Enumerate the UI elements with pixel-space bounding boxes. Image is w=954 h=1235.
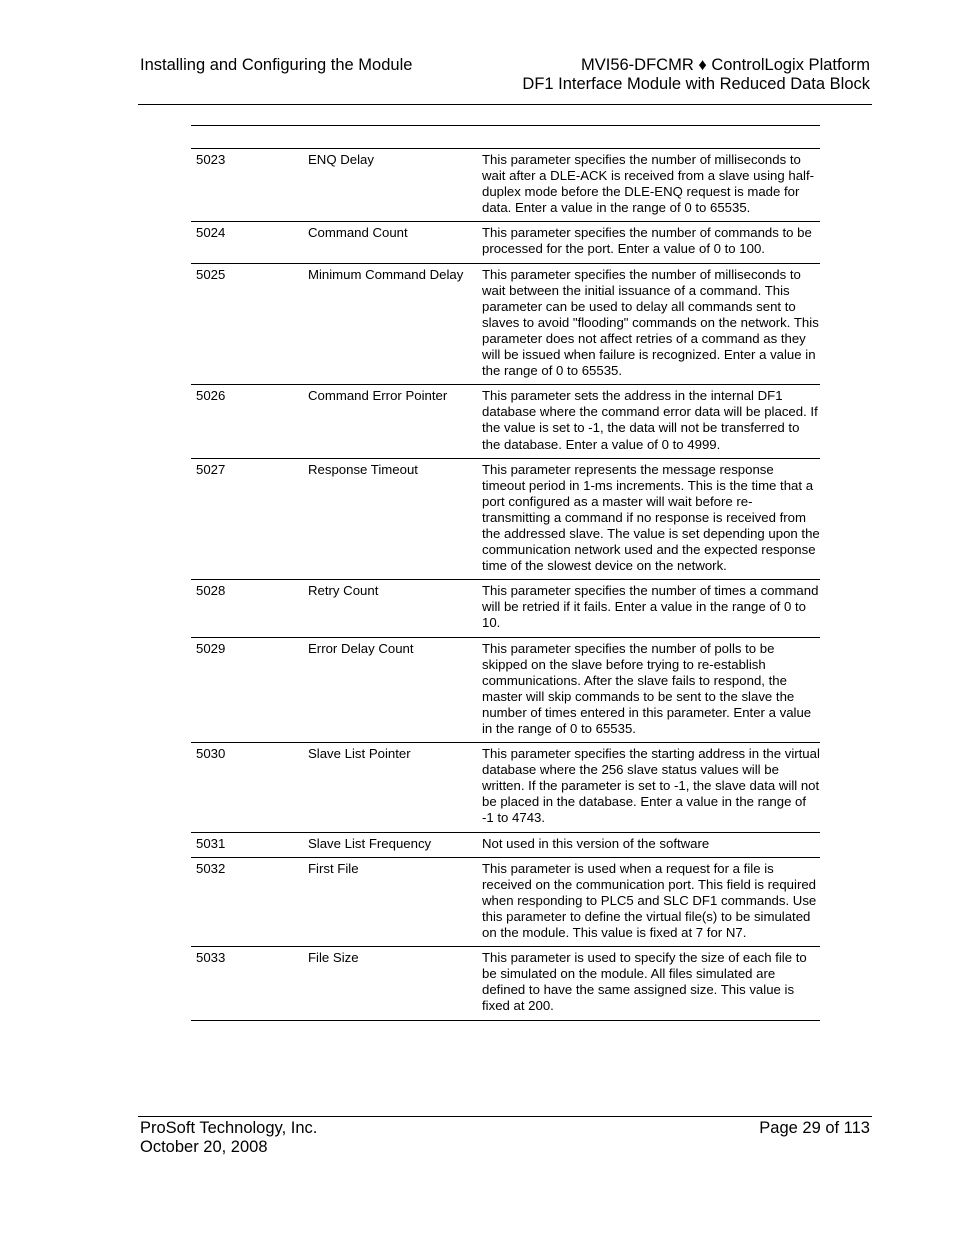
param-desc: This parameter sets the address in the internal DF1 database where the command error data will be placed. If the value is set to -1, the data will not be transferred to the database. Enter a value of 0 to 4999. [482, 388, 818, 452]
table-row [191, 858, 820, 947]
table-row [191, 580, 820, 637]
param-desc: This parameter specifies the number of commands to be processed for the port. Enter a value of 0 to 100. [482, 225, 812, 257]
header-rule [138, 104, 872, 105]
param-name: First File [308, 860, 359, 876]
table-row [191, 459, 820, 581]
param-desc: This parameter is used when a request for a file is received on the communication port. This field is required when responding to PLC5 and SLC DF1 commands. Use this parameter to define the virtual file(s) to be simulated on the module. This value is fixed at 7 for N7. [482, 860, 817, 941]
param-name: Slave List Pointer [308, 746, 411, 762]
param-id: 5031 [196, 835, 226, 851]
param-name: Retry Count [308, 583, 379, 599]
param-desc: This parameter specifies the number of milliseconds to wait between the initial issuance of a command. This parameter can be used to delay all commands sent to slaves to avoid "flooding" commands on the network. This parameter does not affect retries of a command as they will be issued when failure is recognized. Enter a value in the range of 0 to 65535. [482, 266, 819, 379]
table-row [191, 833, 820, 858]
param-id: 5025 [196, 266, 226, 282]
table-row [191, 638, 820, 744]
param-desc: This parameter represents the message response timeout period in 1-ms increments. This is the time that a port configured as a master will wait before re-transmitting a command if no response is received from the addressed slave. The value is set depending upon the communication network used and the expected response time of the slowest device on the network. [482, 461, 820, 574]
table-row [191, 264, 820, 386]
table-header-row [191, 126, 820, 148]
header-product [522, 56, 870, 94]
footer-left [140, 1119, 317, 1157]
header-section-title: Installing and Configuring the Module [140, 56, 413, 74]
param-id: 5029 [196, 640, 226, 656]
parameter-table [191, 148, 820, 1021]
param-id: 5028 [196, 583, 226, 599]
footer-rule [138, 1116, 872, 1117]
param-id: 5024 [196, 225, 226, 241]
header-product-line2: DF1 Interface Module with Reduced Data Block [522, 75, 870, 93]
param-id: 5026 [196, 388, 226, 404]
param-desc: This parameter specifies the number of milliseconds to wait after a DLE-ACK is received from a slave using half-duplex mode before the DLE-ENQ request is made for data. Enter a value in the range of 0 to 65535. [482, 152, 815, 216]
param-id: 5033 [196, 950, 226, 966]
param-desc: This parameter specifies the number of polls to be skipped on the slave before trying to re-establish communications. After the slave fails to respond, the master will skip commands to be sent to the slave the number of times entered in this parameter. Enter a value in the range of 0 to 65535. [482, 640, 812, 736]
table-row [191, 149, 820, 222]
param-desc: This parameter is used to specify the size of each file to be simulated on the module. All files simulated are defined to have the same assigned size. This value is fixed at 200. [482, 950, 807, 1014]
param-name: File Size [308, 950, 359, 966]
param-name: Command Count [308, 225, 408, 241]
table-row [191, 947, 820, 1020]
param-desc: Not used in this version of the software [482, 835, 710, 851]
footer-date: October 20, 2008 [140, 1138, 268, 1156]
footer-company: ProSoft Technology, Inc. [140, 1119, 318, 1137]
param-name: Minimum Command Delay [308, 266, 464, 282]
param-desc: This parameter specifies the starting address in the virtual database where the 256 slave status values will be written. If the parameter is set to -1, the slave data will not be placed in the database. Enter a value in the range of -1 to 4743. [482, 746, 820, 826]
table-row [191, 743, 820, 832]
param-name: ENQ Delay [308, 152, 374, 167]
param-id: 5023 [196, 152, 226, 167]
table-row [191, 222, 820, 263]
param-id: 5027 [196, 461, 226, 477]
param-desc: This parameter specifies the number of times a command will be retried if it fails. Enter a value in the range of 0 to 10. [482, 583, 819, 631]
param-id: 5032 [196, 860, 226, 876]
param-name: Error Delay Count [308, 640, 414, 656]
param-name: Slave List Frequency [308, 835, 432, 851]
header-product-line1: MVI56-DFCMR ♦ ControlLogix Platform [581, 56, 870, 74]
footer-page-number: Page 29 of 113 [759, 1119, 870, 1137]
param-name: Command Error Pointer [308, 388, 448, 404]
table-row [191, 385, 820, 458]
param-id: 5030 [196, 746, 226, 762]
param-name: Response Timeout [308, 461, 418, 477]
